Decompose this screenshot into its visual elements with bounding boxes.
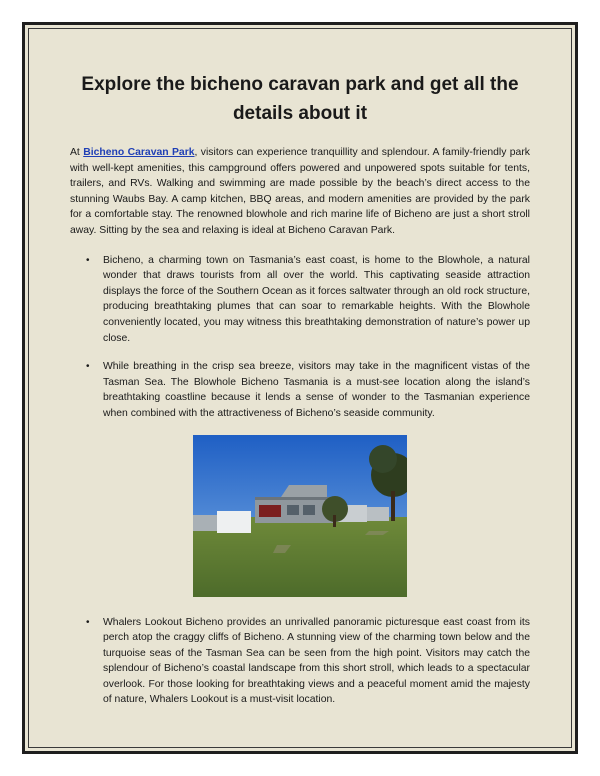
bullet-list-2 [70, 615, 530, 709]
list-item [70, 253, 530, 347]
bullet-marker: • [86, 616, 90, 628]
photo-container [70, 435, 530, 601]
park-link[interactable]: Bicheno Caravan Park [83, 147, 195, 158]
bullet-marker: • [86, 254, 90, 266]
intro-prefix: At [70, 147, 84, 158]
bullet-marker: • [86, 361, 90, 373]
list-item-text: Bicheno, a charming town on Tasmania’s east coast, is home to the Blowhole, a natural wonder that draws tourists from all over the world. This captivating seaside attraction displays the force of the Southern Ocean as it forces saltwater through an old rock structure, producing breathtaking plumes that can soar to remarkable heights. With the Blowhole conveniently located, you may witness this breathtaking demonstration of nature’s power up close. [103, 254, 530, 344]
list-item-text: While breathing in the crisp sea breeze, visitors may take in the magnificent vistas of the Tasman Sea. The Blowhole Bicheno Tasmania is a must-see location along the island’s breathtaking coastline because it lends a sense of wonder to the Tasmanian experience when combined with the attractiveness of Bicheno’s seaside community. [103, 361, 530, 419]
list-item [70, 615, 530, 709]
bullet-list [70, 253, 530, 422]
document-body [70, 70, 530, 721]
page-title: Explore the bicheno caravan park and get all the details about it [81, 74, 519, 124]
list-item [70, 359, 530, 421]
intro-paragraph [70, 145, 530, 239]
caravan-park-photo [193, 435, 407, 597]
intro-text: , visitors can experience tranquillity and splendour. A family-friendly park with well-kept amenities, this campground offers powered and unpowered spots suitable for tents, trailers, and RVs. Walking and swimming are made possible by the beach’s direct access to the stunning Waubs Bay. A camp kitchen, BBQ areas, and modern amenities are provided by the park for a comfortable stay. The renowned blowhole and rich marine life of Bicheno are just a short stroll away. Sitting by the sea and relaxing is ideal at Bicheno Caravan Park. [70, 147, 530, 236]
list-item-text: Whalers Lookout Bicheno provides an unrivalled panoramic picturesque east coast from its perch atop the craggy cliffs of Bicheno. A stunning view of the charming town below and the turquoise seas of the Tasman Sea can be seen from the high point. Visitors may catch the splendour of Bicheno’s coastal landscape from this short stroll, which leads to a spectacular overlook. For those looking for breathtaking views and a peaceful moment amid the majesty of nature, Whalers Lookout is a must-visit location. [103, 616, 530, 706]
